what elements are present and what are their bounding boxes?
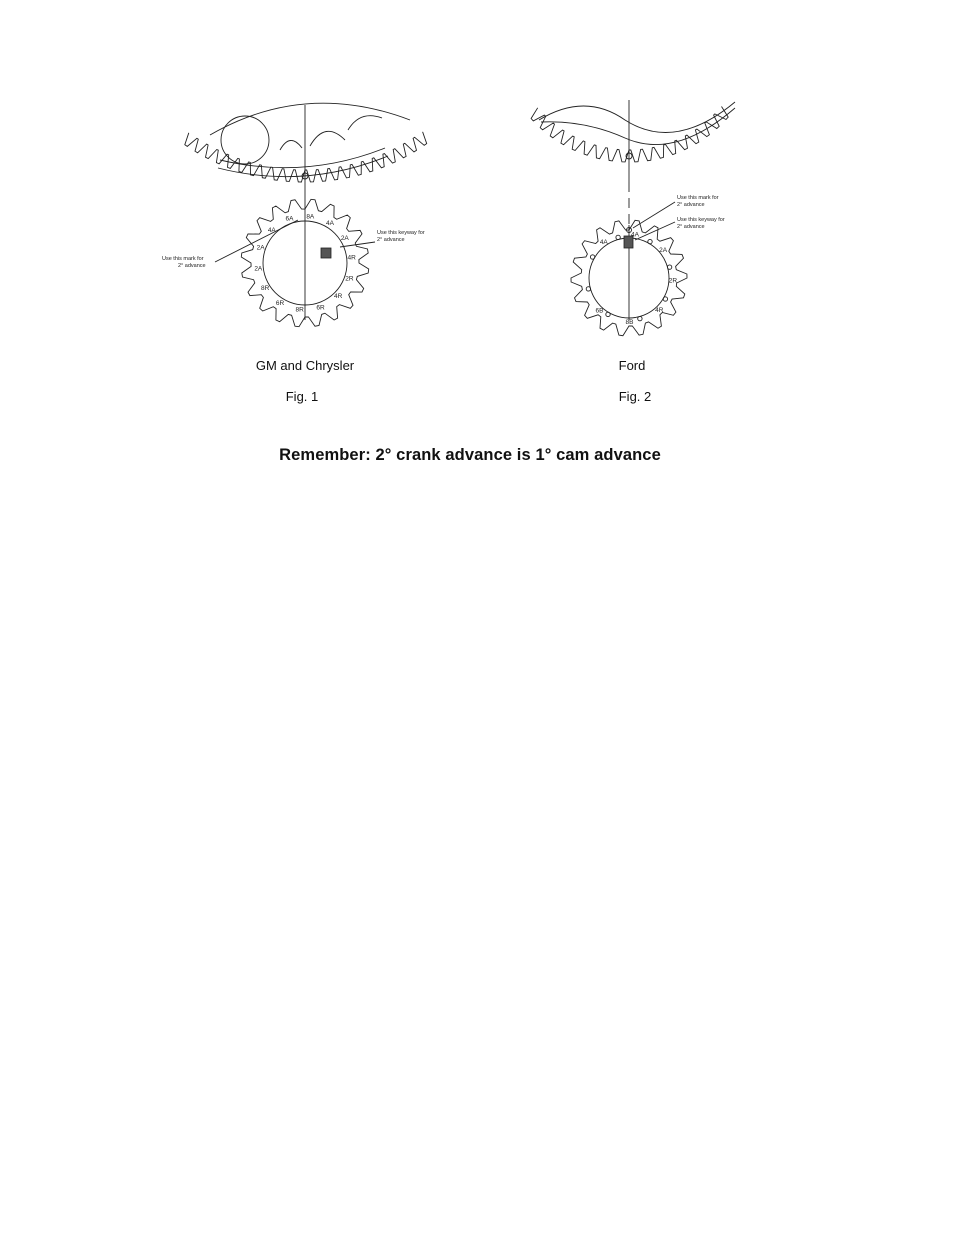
- gear-hole: [586, 287, 590, 291]
- figure-2-caption: Ford: [618, 358, 646, 373]
- gear-mark: 4A: [326, 220, 334, 228]
- gear-mark: 2A: [340, 235, 349, 242]
- gear-mark: 4R: [655, 306, 664, 314]
- gear-hole: [638, 316, 642, 320]
- keyway-callout-line1: Use this keyway for: [677, 217, 725, 223]
- gear-mark: 2R: [345, 275, 354, 283]
- gear-mark: 8R: [261, 285, 270, 292]
- mark-callout-line2: 2° advance: [677, 202, 705, 208]
- gm-chrysler-gear-diagram: [150, 90, 460, 350]
- keyway-callout-line: [635, 222, 675, 240]
- gear-mark: 6R: [316, 304, 325, 312]
- gear-mark: 4A: [631, 231, 639, 239]
- gear-hole: [590, 255, 594, 259]
- cam-gear-hole: [221, 116, 269, 164]
- gear-hole: [616, 235, 620, 239]
- cam-gear-cutout-2: [310, 131, 345, 146]
- gear-mark: 8A: [306, 213, 315, 221]
- mark-callout-line1: Use this mark for: [677, 195, 719, 201]
- cam-gear-teeth: [531, 107, 728, 162]
- mark-callout-line2: 2° advance: [178, 263, 206, 269]
- gear-hole: [663, 297, 667, 301]
- remember-note: Remember: 2° crank advance is 1° cam advance: [279, 446, 661, 464]
- ford-gear-diagram: [525, 90, 745, 350]
- gear-mark: 4R: [347, 254, 356, 262]
- gear-hole: [667, 265, 671, 269]
- keyway-square: [321, 248, 331, 258]
- cam-gear-top-edge: [210, 103, 410, 135]
- gear-mark: 6A: [285, 215, 294, 223]
- gear-mark: 2A: [659, 247, 668, 255]
- keyway-callout-line2: 2° advance: [677, 224, 705, 230]
- mark-callout-line: [633, 202, 675, 228]
- cam-gear-cutout: [280, 140, 302, 150]
- figure-1-caption: GM and Chrysler: [255, 358, 355, 373]
- cam-gear: [531, 102, 735, 162]
- gear-mark: 6R: [275, 299, 285, 307]
- gear-mark: 4A: [599, 239, 608, 246]
- mark-callout-line1: Use this mark for: [162, 256, 204, 262]
- keyway-callout-line2: 2° advance: [377, 237, 405, 243]
- gear-mark: 8R: [295, 306, 304, 314]
- gear-hole: [648, 239, 652, 243]
- mark-callout-line: [215, 220, 298, 262]
- gear-mark: 4R: [334, 293, 343, 301]
- cam-gear-inner-ring: [220, 148, 385, 168]
- gear-mark: 4A: [267, 226, 276, 234]
- gear-mark: 2R: [668, 277, 678, 285]
- gear-mark: 8B: [625, 319, 634, 326]
- gear-mark: 2A: [256, 244, 265, 252]
- figure-1-label: Fig. 1: [285, 389, 319, 404]
- keyway-callout-line1: Use this keyway for: [377, 230, 425, 236]
- cam-gear-wave-top: [539, 102, 735, 132]
- gear-mark: 6B: [595, 307, 604, 315]
- figure-2-label: Fig. 2: [618, 389, 652, 404]
- cam-gear-cutout-3: [348, 116, 382, 130]
- gear-mark: 2A: [254, 265, 263, 273]
- gear-hole: [606, 312, 610, 316]
- cam-gear: [185, 103, 427, 182]
